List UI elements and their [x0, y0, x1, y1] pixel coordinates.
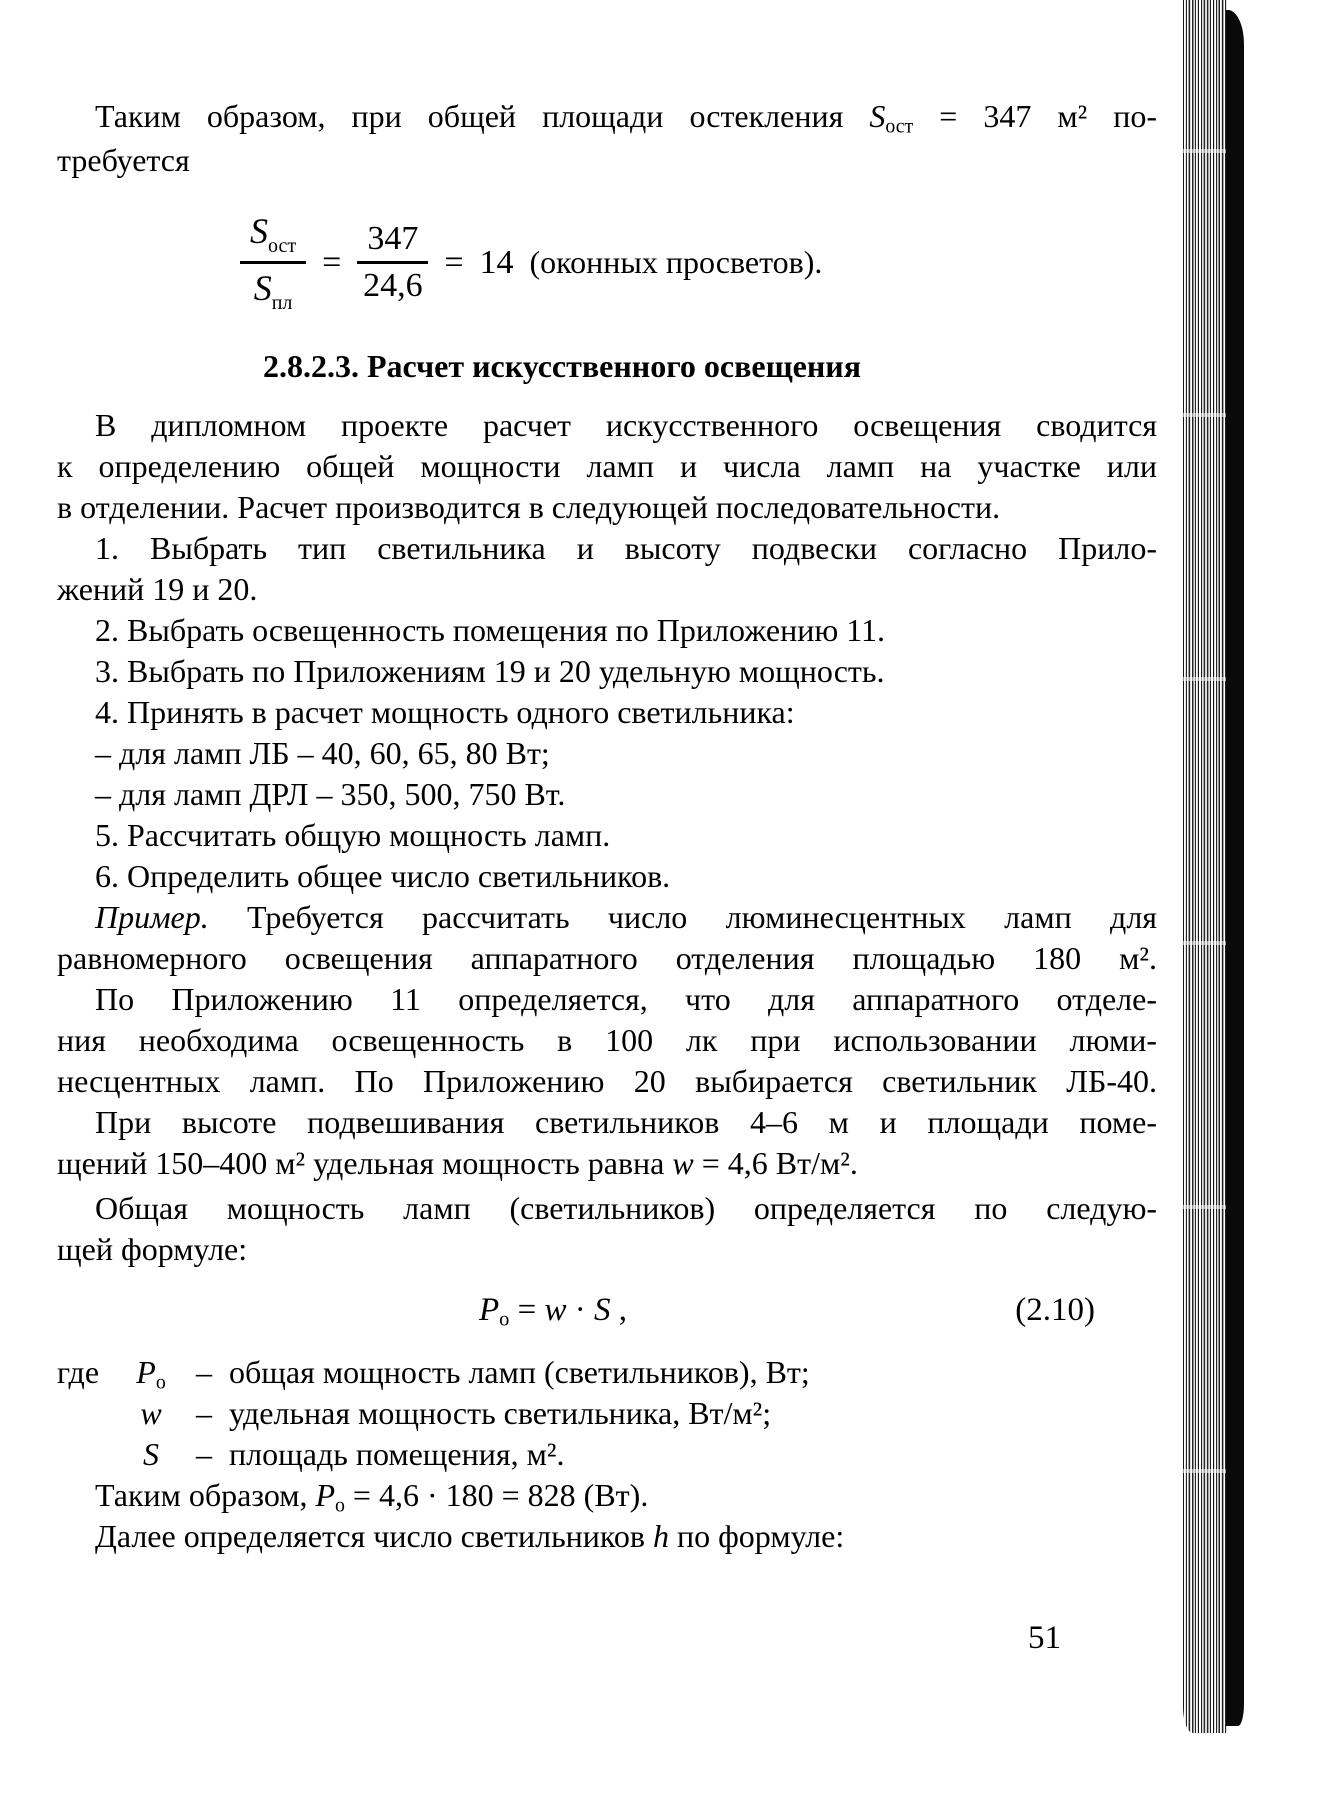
- formula-result: 14: [479, 243, 514, 281]
- fraction-s-ost-over-s-pl: [240, 210, 306, 315]
- comma: ,: [610, 1292, 628, 1328]
- paragraph-line: В дипломном проекте расчет искусственного освещения сводится: [95, 407, 1157, 443]
- step-2: 2. Выбрать освещенность помещения по Приложению 11.: [95, 612, 886, 648]
- var-s: S: [143, 1436, 159, 1472]
- next-text-post: по формуле:: [668, 1518, 845, 1554]
- step-1-line-1: 1. Выбрать тип светильника и высоту подвески согласно Прило-: [95, 530, 1157, 566]
- fraction-numerator: [240, 210, 306, 264]
- var-p-sub: о: [155, 1371, 166, 1394]
- definition-text: общая мощность ламп (светильников), Вт;: [229, 1354, 810, 1390]
- example-line-1: [57, 897, 1157, 938]
- paragraph-text: = 4,6 Вт/м².: [693, 1145, 858, 1181]
- paragraph-line: несцентных ламп. По Приложению 20 выбирается светильник ЛБ-40.: [57, 1063, 1157, 1099]
- power-formula: [479, 1292, 627, 1332]
- formula-note: (оконных просветов).: [529, 244, 823, 280]
- definition-text: удельная мощность светильника, Вт/м²;: [229, 1395, 772, 1431]
- var-s: S: [250, 211, 268, 251]
- next-formula-line: [57, 1516, 1157, 1557]
- where-row-2: [57, 1393, 1157, 1434]
- fraction-347-over-24-6: [357, 220, 428, 305]
- paragraph-line: При высоте подвешивания светильников 4–6 м и площади поме-: [95, 1104, 1157, 1140]
- book-edge-shadow: [1226, 10, 1244, 1726]
- dash: –: [196, 1436, 212, 1472]
- equation-number: (2.10): [1015, 1292, 1095, 1328]
- step-4-dash-2: – для ламп ДРЛ – 350, 500, 750 Вт.: [95, 776, 566, 812]
- conclusion-result: = 4,6 · 180 = 828 (Вт).: [344, 1477, 649, 1513]
- glazing-formula: [240, 205, 822, 320]
- var-p-sub: о: [499, 1308, 510, 1331]
- definition-text: площадь помещения, м².: [229, 1436, 565, 1472]
- fraction-numerator: 347: [357, 220, 428, 264]
- step-3: 3. Выбрать по Приложениям 19 и 20 удельную мощность.: [95, 653, 885, 689]
- fraction-denominator: [254, 264, 293, 315]
- paragraph-line: [57, 1143, 1157, 1184]
- var-w: w: [140, 1395, 162, 1431]
- intro-text-rest: = 347 м² по-: [939, 98, 1158, 134]
- var-p: P: [315, 1477, 335, 1513]
- example-text: Требуется рассчитать число люминесцентных ламп для: [208, 899, 1157, 935]
- example-line-2: равномерного освещения аппаратного отделения площадью 180 м².: [57, 940, 1157, 976]
- dash: –: [196, 1395, 212, 1431]
- step-1-line-2: жений 19 и 20.: [57, 571, 258, 607]
- var-p-letter: P: [136, 1354, 156, 1390]
- page-number: 51: [1028, 1620, 1061, 1656]
- next-text: Далее определяется число светильников: [95, 1518, 653, 1554]
- equals-sign: =: [444, 243, 464, 281]
- step-5: 5. Рассчитать общую мощность ламп.: [95, 817, 611, 853]
- example-label: Пример.: [95, 899, 209, 935]
- section-heading: 2.8.2.3. Расчет искусственного освещения: [262, 348, 862, 384]
- var-s: S: [253, 268, 272, 308]
- paragraph-line: в отделении. Расчет производится в следующей последовательности.: [57, 489, 1001, 525]
- where-label: где: [57, 1354, 100, 1390]
- var-s-ost: S: [869, 98, 886, 134]
- step-6: 6. Определить общее число светильников.: [95, 858, 671, 894]
- var-s-ost-sub: ост: [885, 115, 914, 138]
- intro-line-2: требуется: [57, 142, 190, 178]
- var-s: S: [594, 1292, 611, 1328]
- dash: –: [196, 1354, 212, 1390]
- where-row-3: [57, 1434, 1157, 1475]
- sub-ost: ост: [268, 235, 297, 257]
- var-w: w: [544, 1292, 567, 1328]
- fraction-denominator: 24,6: [363, 267, 423, 304]
- paragraph-text: щений 150–400 м² удельная мощность равна: [57, 1145, 673, 1181]
- paragraph-line: щей формуле:: [57, 1231, 248, 1267]
- conclusion-text: Таким образом,: [95, 1477, 316, 1513]
- var-p: P: [479, 1292, 500, 1328]
- book-page-edges-texture: [1183, 0, 1228, 1733]
- step-4: 4. Принять в расчет мощность одного светильника:: [95, 694, 795, 730]
- equals-sign: =: [509, 1292, 545, 1328]
- paragraph-line: Общая мощность ламп (светильников) определяется по следую-: [95, 1190, 1157, 1226]
- paragraph-line: к определению общей мощности ламп и числа ламп на участке или: [57, 448, 1157, 484]
- multiply-dot: ·: [566, 1292, 595, 1328]
- var-h: h: [652, 1518, 669, 1554]
- power-formula-row: [57, 1292, 1157, 1337]
- equals-sign: =: [322, 243, 342, 281]
- step-4-dash-1: – для ламп ЛБ – 40, 60, 65, 80 Вт;: [95, 735, 550, 771]
- sub-pl: пл: [271, 292, 293, 314]
- paragraph-line: ния необходима освещенность в 100 лк при использовании люми-: [57, 1022, 1157, 1058]
- paragraph-line: По Приложению 11 определяется, что для аппаратного отделе-: [95, 981, 1157, 1017]
- intro-text: Таким образом, при общей площади остекления: [95, 98, 844, 134]
- var-w: w: [672, 1145, 694, 1181]
- var-p-sub: о: [335, 1494, 345, 1517]
